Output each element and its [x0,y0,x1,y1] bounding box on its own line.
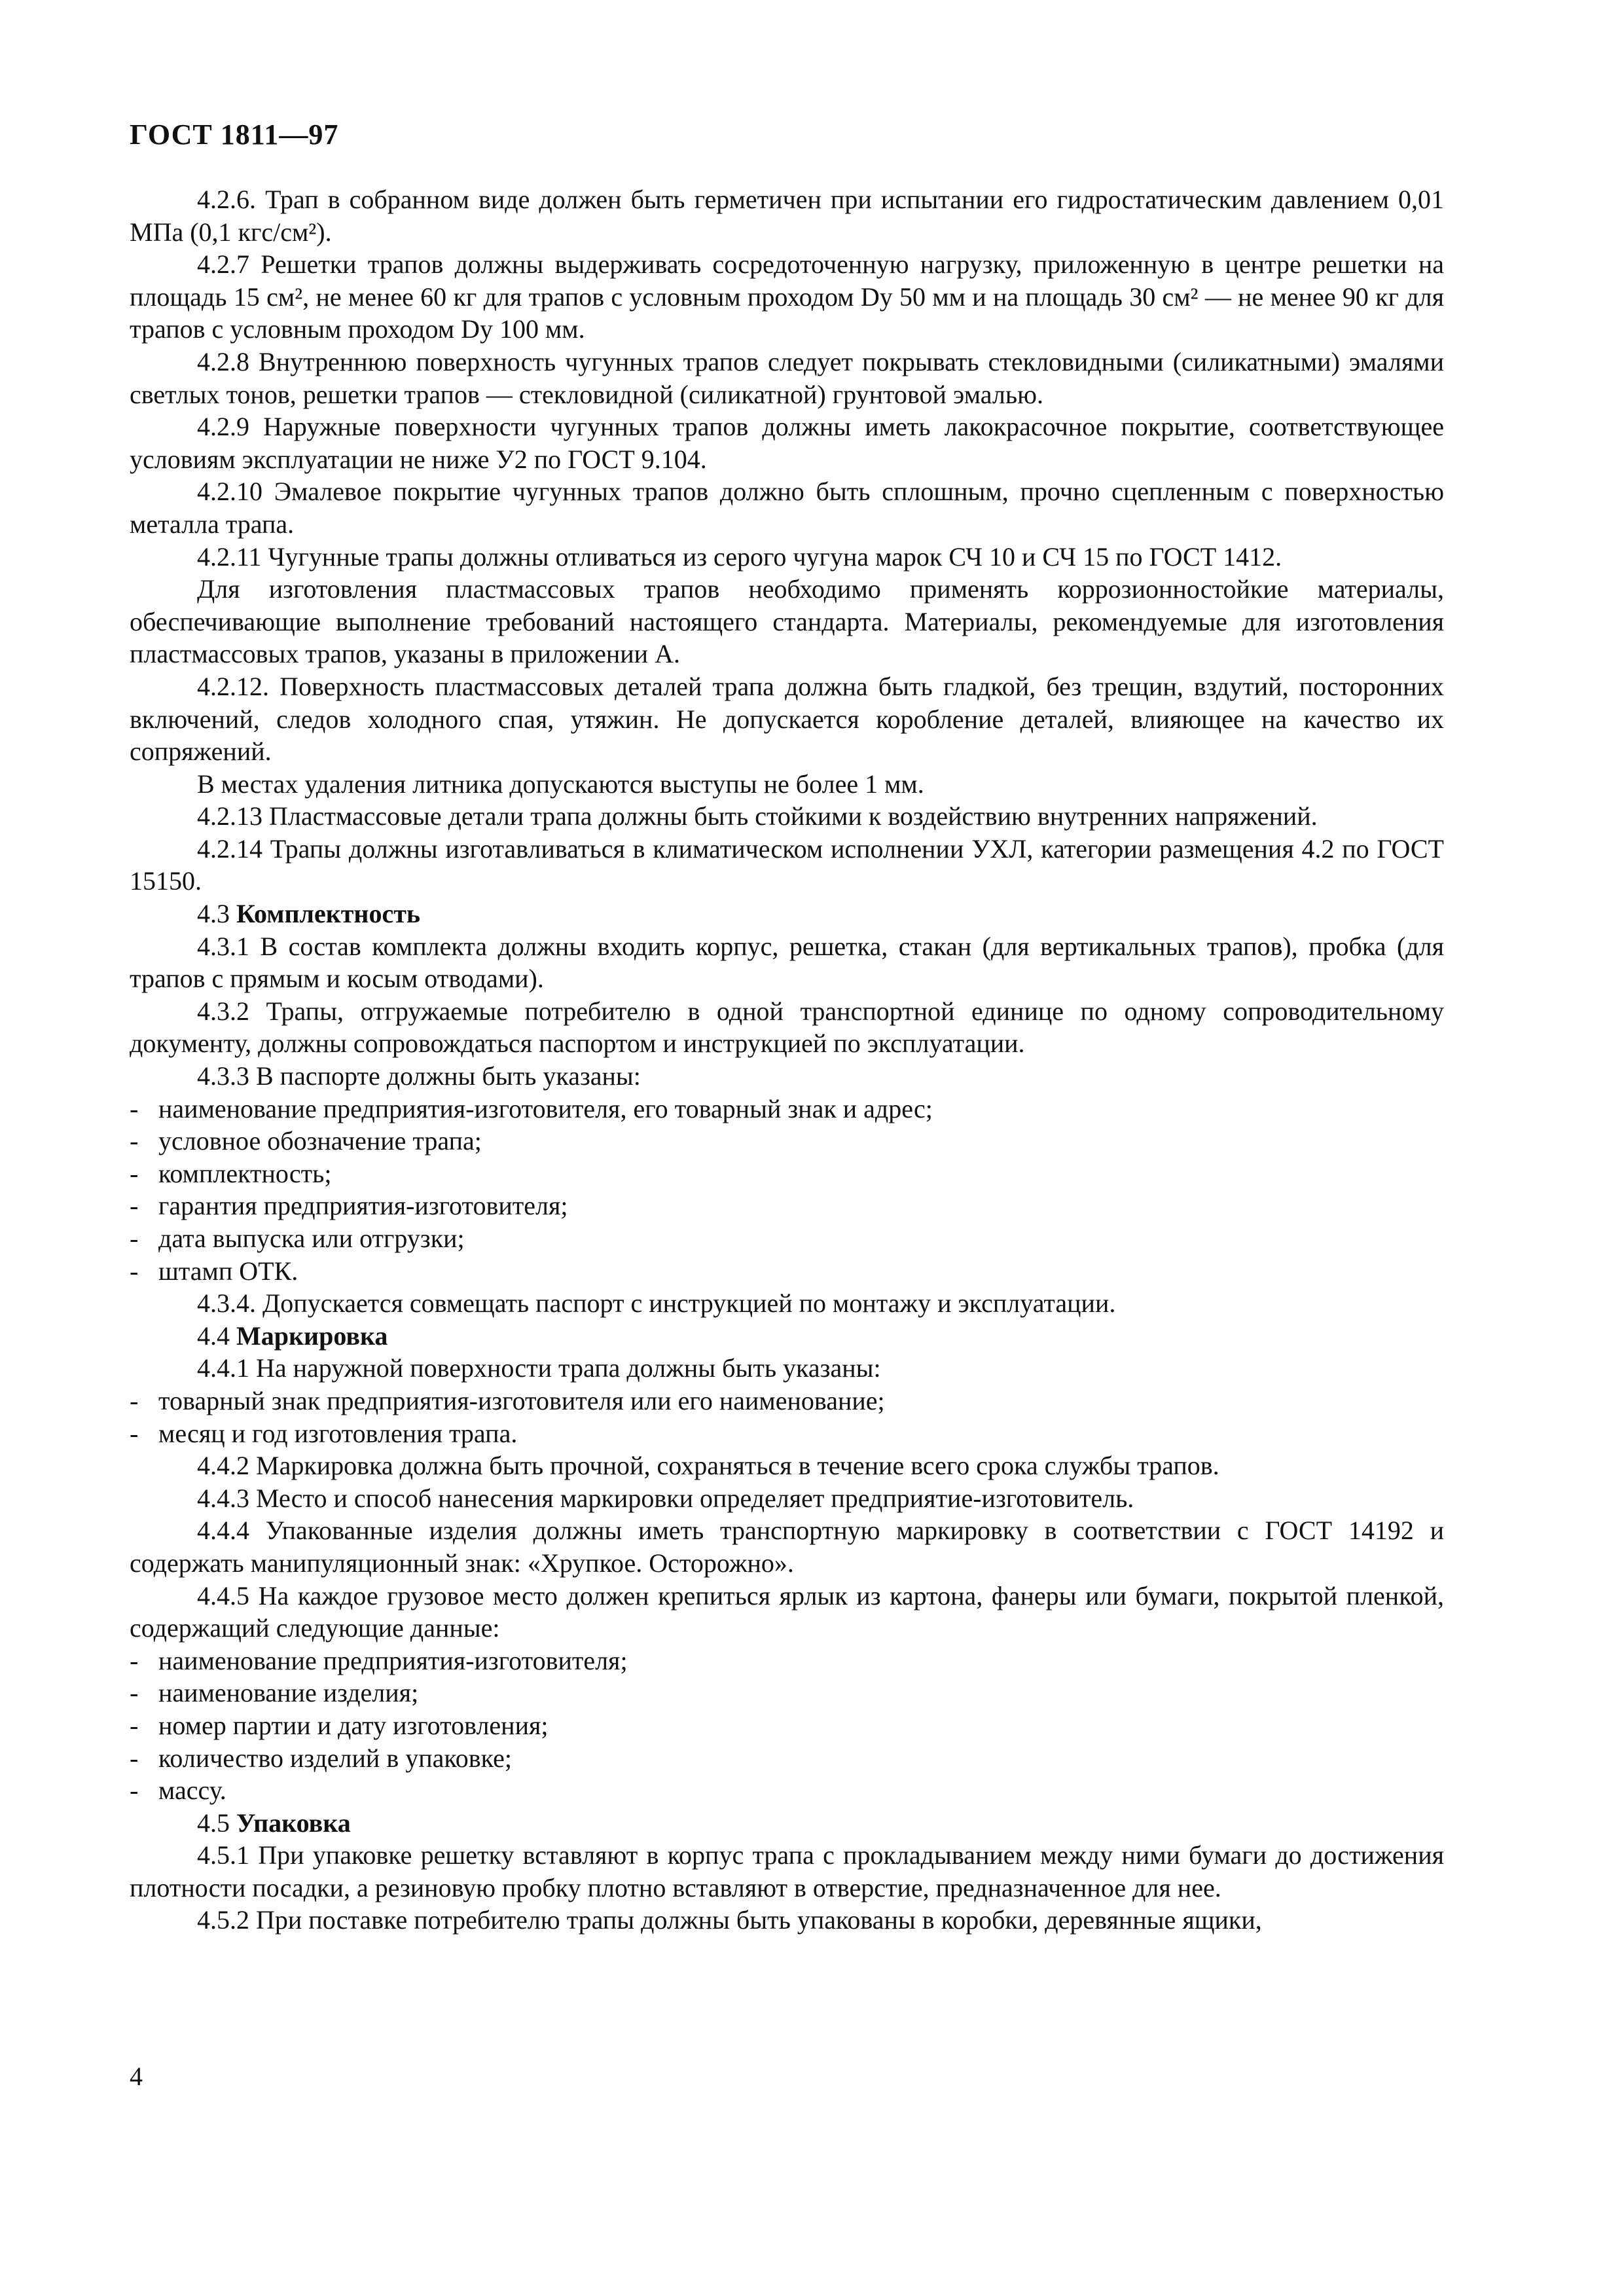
list-dash: - [130,1385,139,1415]
list-item [130,1645,1444,1677]
list-dash: - [130,1710,139,1740]
list-item-text: месяц и год изготовления трапа. [158,1418,518,1448]
list-dash: - [130,1775,139,1806]
section-title: Упаковка [236,1808,351,1838]
list-item [130,1774,1444,1807]
section-heading [130,1320,1444,1353]
list-item [130,1093,1444,1125]
paragraph: 4.2.7 Решетки трапов должны выдерживать сосредоточенную нагрузку, приложенную в центре решетки на площадь 15 см², не менее 60 кг для трапов с условным проходом Dу 50 мм и на площадь 30 см² — не менее 90 кг для трапов с условным проходом Dу 100 мм. [130,249,1444,344]
list-item [130,1417,1444,1450]
page-number: 4 [130,2062,143,2091]
paragraph: 4.4.2 Маркировка должна быть прочной, сохраняться в течение всего срока службы трапов. [197,1451,1219,1481]
paragraph: 4.2.10 Эмалевое покрытие чугунных трапов должно быть сплошным, прочно сцепленным с поверхностью металла трапа. [130,477,1444,539]
paragraph: 4.2.12. Поверхность пластмассовых деталей трапа должна быть гладкой, без трещин, вздутий, посторонних включений, следов холодного спая, утяжин. Не допускается коробление деталей, влияющее на качество их сопряжений. [130,671,1444,767]
section-number: 4.5 [197,1808,230,1838]
list-item [130,1190,1444,1222]
list-item [130,1709,1444,1742]
section-number: 4.3 [197,899,230,929]
list-dash: - [130,1191,139,1221]
paragraph: 4.3.2 Трапы, отгружаемые потребителю в одной транспортной единице по одному сопроводительному документу, должны сопровождаться паспортом и инструкцией по эксплуатации. [130,996,1444,1059]
paragraph: 4.5.1 При упаковке решетку вставляют в корпус трапа с прокладыванием между ними бумаги до достижения плотности посадки, а резиновую пробку плотно вставляют в отверстие, предназначенное для нее. [130,1840,1444,1903]
list-item-text: массу. [158,1775,226,1806]
list-item-text: условное обозначение трапа; [158,1126,482,1156]
list-dash: - [130,1126,139,1156]
paragraph: В местах удаления литника допускаются выступы не более 1 мм. [197,769,924,799]
list-dash: - [130,1418,139,1448]
list-item [130,1742,1444,1775]
list-item [130,1255,1444,1288]
list-dash: - [130,1224,139,1253]
list-item-text: гарантия предприятия-изготовителя; [158,1191,568,1221]
paragraph: 4.4.3 Место и способ нанесения маркировки определяет предприятие-изготовитель. [197,1483,1134,1513]
list-item-text: наименование предприятия-изготовителя; [158,1645,628,1675]
list-item-text: штамп ОТК. [158,1256,298,1286]
list-item-text: наименование предприятия-изготовителя, его товарный знак и адрес; [158,1093,933,1123]
paragraph: 4.2.6. Трап в собранном виде должен быть герметичен при испытании его гидростатическим давлением 0,01 МПа (0,1 кгс/см²). [130,185,1444,247]
list-item-text: товарный знак предприятия-изготовителя или его наименование; [158,1385,885,1415]
page-header: ГОСТ 1811—97 [130,118,339,151]
section-heading [130,1807,1444,1840]
list-dash: - [130,1645,139,1675]
list-item [130,1677,1444,1709]
paragraph: 4.4.5 На каждое грузовое место должен крепиться ярлык из картона, фанеры или бумаги, покрытой пленкой, содержащий следующие данные: [130,1580,1444,1643]
paragraph: 4.2.13 Пластмассовые детали трапа должны быть стойкими к воздействию внутренних напряжений. [197,801,1318,831]
list-item [130,1385,1444,1417]
list-item-text: номер партии и дату изготовления; [158,1710,549,1740]
list-item-text: наименование изделия; [158,1678,419,1708]
paragraph: 4.4.4 Упакованные изделия должны иметь транспортную маркировку в соответствии с ГОСТ 14192 и содержать манипуляционный знак: «Хрупкое. Осторожно». [130,1516,1444,1578]
paragraph: Для изготовления пластмассовых трапов необходимо применять коррозионностойкие материалы, обеспечивающие выполнение требований настоящего стандарта. Материалы, рекомендуемые для изготовления пластмассовых трапов, указаны в приложении А. [130,574,1444,669]
paragraph: 4.3.3 В паспорте должны быть указаны: [197,1061,641,1091]
list-dash: - [130,1678,139,1708]
section-title: Маркировка [236,1320,388,1351]
list-item-text: количество изделий в упаковке; [158,1743,512,1773]
list-dash: - [130,1093,139,1123]
list-item [130,1157,1444,1190]
paragraph: 4.2.14 Трапы должны изготавливаться в климатическом исполнении УХЛ, категории размещения 4.2 по ГОСТ 15150. [130,833,1444,896]
list-dash: - [130,1256,139,1286]
list-dash: - [130,1158,139,1188]
list-item-text: комплектность; [158,1158,332,1188]
list-dash: - [130,1743,139,1773]
paragraph: 4.3.4. Допускается совмещать паспорт с инструкцией по монтажу и эксплуатации. [197,1288,1116,1319]
body-text [130,183,1444,1937]
section-title: Комплектность [236,899,421,929]
section-heading [130,898,1444,930]
section-number: 4.4 [197,1320,230,1351]
list-item [130,1222,1444,1255]
paragraph: 4.2.8 Внутреннюю поверхность чугунных трапов следует покрывать стекловидными (силикатными) эмалями светлых тонов, решетки трапов — стекловидной (силикатной) грунтовой эмалью. [130,346,1444,409]
paragraph: 4.3.1 В состав комплекта должны входить корпус, решетка, стакан (для вертикальных трапов), пробка (для трапов с прямым и косым отводами). [130,931,1444,994]
paragraph: 4.2.9 Наружные поверхности чугунных трапов должны иметь лакокрасочное покрытие, соответствующее условиям эксплуатации не ниже У2 по ГОСТ 9.104. [130,412,1444,474]
paragraph: 4.2.11 Чугунные трапы должны отливаться из серого чугуна марок СЧ 10 и СЧ 15 по ГОСТ 1412. [197,541,1282,572]
paragraph: 4.4.1 На наружной поверхности трапа должны быть указаны: [197,1353,881,1383]
list-item-text: дата выпуска или отгрузки; [158,1224,465,1253]
list-item [130,1125,1444,1157]
paragraph: 4.5.2 При поставке потребителю трапы должны быть упакованы в коробки, деревянные ящики, [197,1905,1262,1935]
